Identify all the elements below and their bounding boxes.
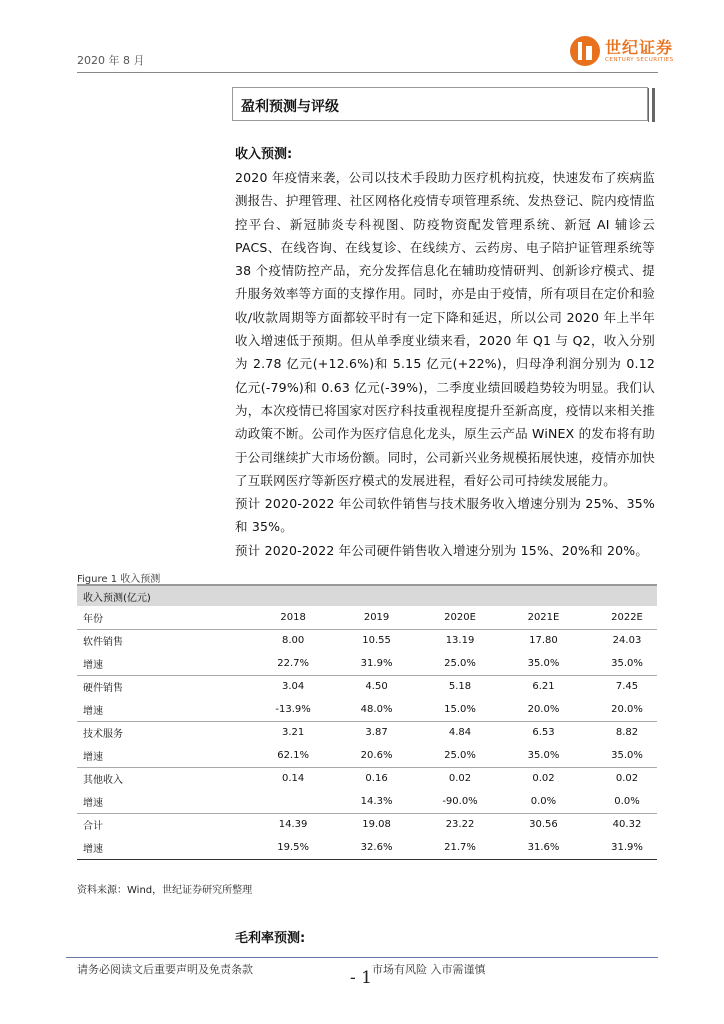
row-label: 增速	[77, 652, 240, 675]
header-divider	[77, 72, 658, 73]
table-cell	[407, 744, 490, 767]
cell-value: 0.16	[365, 773, 388, 785]
table-row	[77, 629, 657, 652]
logo-icon	[570, 36, 600, 66]
table-cell	[240, 606, 323, 629]
cell-value: 25.0%	[444, 749, 476, 761]
table-row	[77, 767, 657, 790]
cell-value: 17.80	[529, 635, 558, 647]
cell-value: 35.0%	[527, 657, 560, 669]
cell-value: 3.04	[281, 681, 305, 693]
table-cell	[407, 767, 490, 790]
cell-value: 31.6%	[527, 841, 560, 853]
table-cell	[323, 698, 406, 721]
revenue-body	[235, 166, 655, 562]
cell-value: 8.82	[615, 727, 639, 739]
cell-value: 14.3%	[360, 795, 393, 807]
data-source: 资料来源：Wind，世纪证券研究所整理	[77, 885, 253, 896]
table-cell	[407, 675, 490, 698]
table-cell	[490, 813, 573, 836]
table-cell	[573, 767, 657, 790]
cell-value: -90.0%	[442, 795, 478, 807]
table-row	[77, 836, 657, 859]
revenue-forecast-table	[77, 584, 657, 860]
cell-value: 32.6%	[360, 841, 393, 853]
table-cell	[573, 629, 657, 652]
paragraph-main: 2020 年疫情来袭，公司以技术手段助力医疗机构抗疫，快速发布了疾病监测报告、护理管理、社区网格化疫情专项管理系统、发热登记、院内疫情监控平台、新冠肺炎专科视图、防疫物资配发管理系统、新冠 AI 辅诊云 PACS、在线咨询、在线复诊、在线续方、云药房、电子陪护证管理系统等 38 个疫情防控产品，充分发挥信息化在辅助疫情研判、创新诊疗模式、提升服务效率等方面的支撑作用。同时，亦是由于疫情，所有项目在定价和验收/收款周期等方面都较平时有一定下降和延迟，所以公司 2020 年上半年收入增速低于预期。但从单季度业绩来看，2020 年 Q1 与 Q2，收入分别为 2.78 亿元(+12.6%)和 5.15 亿元(+22%)，归母净利润分别为 0.12 亿元(-79%)和 0.63 亿元(-39%)，二季度业绩回暖趋势较为明显。我们认为，本次疫情已将国家对医疗科技重视程度提升至新高度，疫情以来相关推动政策不断。公司作为医疗信息化龙头，原生云产品 WiNEX 的发布将有助于公司继续扩大市场份额。同时，公司新兴业务规模拓展快速，疫情亦加快了互联网医疗等新医疗模式的发展进程，看好公司可持续发展能力。	[235, 170, 655, 488]
row-label: 增速	[77, 790, 240, 813]
logo-name-cn: 世纪证券	[605, 38, 674, 57]
row-label: 软件销售	[83, 637, 123, 649]
cell-value: 2020E	[444, 611, 476, 623]
cell-value: 3.21	[281, 727, 305, 739]
cell-value: 35.0%	[611, 657, 643, 669]
cell-value: 10.55	[362, 635, 391, 647]
table-cell	[323, 790, 406, 813]
table-row	[77, 721, 657, 744]
table-cell	[407, 721, 490, 744]
row-label: 技术服务	[83, 729, 123, 741]
cell-value: 5.18	[448, 681, 472, 693]
cell-value: 3.87	[365, 727, 388, 739]
table-row	[77, 790, 657, 813]
cell-value: 20.0%	[611, 703, 643, 715]
table-cell	[407, 836, 490, 859]
cell-value: 25.0%	[444, 657, 476, 669]
cell-value: 2018	[280, 611, 306, 623]
cell-value: 7.45	[615, 681, 639, 693]
cell-value: 20.0%	[527, 703, 560, 715]
cell-value: 0.0%	[530, 795, 557, 807]
page-number: - 1	[350, 968, 372, 988]
cell-value: 20.6%	[360, 749, 393, 761]
cell-value: 35.0%	[527, 749, 560, 761]
table-cell	[490, 744, 573, 767]
cell-value: 21.7%	[444, 841, 476, 853]
row-label: 年份	[77, 606, 240, 629]
table-cell	[573, 606, 657, 629]
table-cell	[490, 721, 573, 744]
row-label: 增速	[77, 836, 240, 859]
table-cell	[407, 606, 490, 629]
cell-value: 4.84	[448, 727, 472, 739]
table-cell	[240, 836, 323, 859]
cell-value: 13.19	[445, 635, 475, 647]
cell-value: 24.03	[612, 635, 642, 647]
cell-value: 19.5%	[277, 841, 309, 853]
table-cell	[490, 790, 573, 813]
table-cell	[323, 721, 406, 744]
table-title: 收入预测(亿元)	[77, 585, 657, 606]
table-cell	[573, 698, 657, 721]
table-cell	[407, 629, 490, 652]
table-cell	[490, 675, 573, 698]
report-date: 2020 年 8 月	[77, 54, 145, 67]
cell-value: 14.39	[278, 819, 308, 831]
table-cell	[490, 836, 573, 859]
table-cell	[573, 836, 657, 859]
table-cell	[407, 698, 490, 721]
table-row	[77, 606, 657, 629]
table-cell	[240, 813, 323, 836]
row-label: 合计	[83, 821, 103, 833]
table-cell	[240, 675, 323, 698]
cell-value: 0.02	[532, 773, 555, 785]
table-cell	[407, 790, 490, 813]
cell-value: 15.0%	[444, 703, 476, 715]
table-cell	[323, 836, 406, 859]
cell-value: 31.9%	[611, 841, 643, 853]
cell-value: 8.00	[281, 635, 305, 647]
table-cell	[490, 652, 573, 675]
table-cell	[240, 721, 323, 744]
table-cell	[323, 767, 406, 790]
paragraph-software-forecast: 预计 2020-2022 年公司软件销售与技术服务收入增速分别为 25%、35%和 35%。	[235, 496, 655, 535]
cell-value: 6.21	[532, 681, 555, 693]
table-cell	[323, 629, 406, 652]
footer-risk-warning: 市场有风险 入市需谨慎	[372, 963, 486, 976]
table-cell	[490, 698, 573, 721]
cell-value: 2021E	[527, 611, 560, 623]
table-cell	[573, 721, 657, 744]
cell-value: 31.9%	[360, 657, 393, 669]
footer-disclaimer: 请务必阅读文后重要声明及免责条款	[77, 963, 253, 976]
company-logo	[570, 36, 674, 66]
table-cell	[323, 813, 406, 836]
revenue-heading: 收入预测:	[235, 147, 293, 162]
cell-value: 62.1%	[277, 749, 309, 761]
table-cell	[490, 767, 573, 790]
row-label: 增速	[77, 744, 240, 767]
table-cell	[573, 675, 657, 698]
cell-value: 6.53	[532, 727, 555, 739]
title-bar-decoration	[652, 88, 655, 122]
cell-value: 48.0%	[360, 703, 393, 715]
table-cell	[573, 652, 657, 675]
table-row	[77, 698, 657, 721]
table-cell	[240, 629, 323, 652]
table-cell	[240, 744, 323, 767]
cell-value: 2019	[363, 611, 390, 623]
table-cell	[240, 698, 323, 721]
cell-value: 30.56	[529, 819, 558, 831]
title-bar-decoration-thin	[648, 88, 649, 122]
table-cell	[323, 744, 406, 767]
table-cell	[407, 652, 490, 675]
table-cell	[323, 606, 406, 629]
table-cell	[573, 790, 657, 813]
table-cell	[573, 744, 657, 767]
cell-value: 4.50	[365, 681, 388, 693]
table-row	[77, 652, 657, 675]
gross-margin-heading: 毛利率预测:	[235, 931, 306, 946]
table-cell	[323, 652, 406, 675]
cell-value: 22.7%	[277, 657, 309, 669]
table-cell	[240, 767, 323, 790]
cell-value: 0.14	[281, 773, 305, 785]
table-cell	[490, 629, 573, 652]
section-title: 盈利预测与评级	[241, 99, 339, 115]
table-cell	[573, 813, 657, 836]
logo-name-en: CENTURY SECURITIES	[605, 57, 674, 63]
cell-value: 2022E	[611, 611, 643, 623]
table-row	[77, 675, 657, 698]
cell-value: 0.0%	[614, 795, 640, 807]
row-label: 硬件销售	[83, 683, 123, 695]
figure-title: Figure 1 收入预测	[77, 574, 161, 585]
section-title-box	[232, 87, 648, 121]
cell-value: 40.32	[612, 819, 642, 831]
table-cell	[490, 606, 573, 629]
table-cell	[323, 675, 406, 698]
table-cell	[240, 652, 323, 675]
cell-value: 0.02	[615, 773, 639, 785]
table-cell	[240, 790, 323, 813]
paragraph-hardware-forecast: 预计 2020-2022 年公司硬件销售收入增速分别为 15%、20%和 20%。	[235, 542, 649, 558]
table-row	[77, 813, 657, 836]
cell-value: 23.22	[445, 819, 475, 831]
cell-value: 0.02	[448, 773, 472, 785]
table-cell	[407, 813, 490, 836]
row-label: 增速	[77, 698, 240, 721]
row-label: 其他收入	[83, 775, 123, 787]
cell-value: 19.08	[362, 819, 391, 831]
cell-value: -13.9%	[275, 703, 311, 715]
table-row	[77, 744, 657, 767]
footer-divider	[66, 957, 658, 958]
cell-value: 35.0%	[611, 749, 643, 761]
